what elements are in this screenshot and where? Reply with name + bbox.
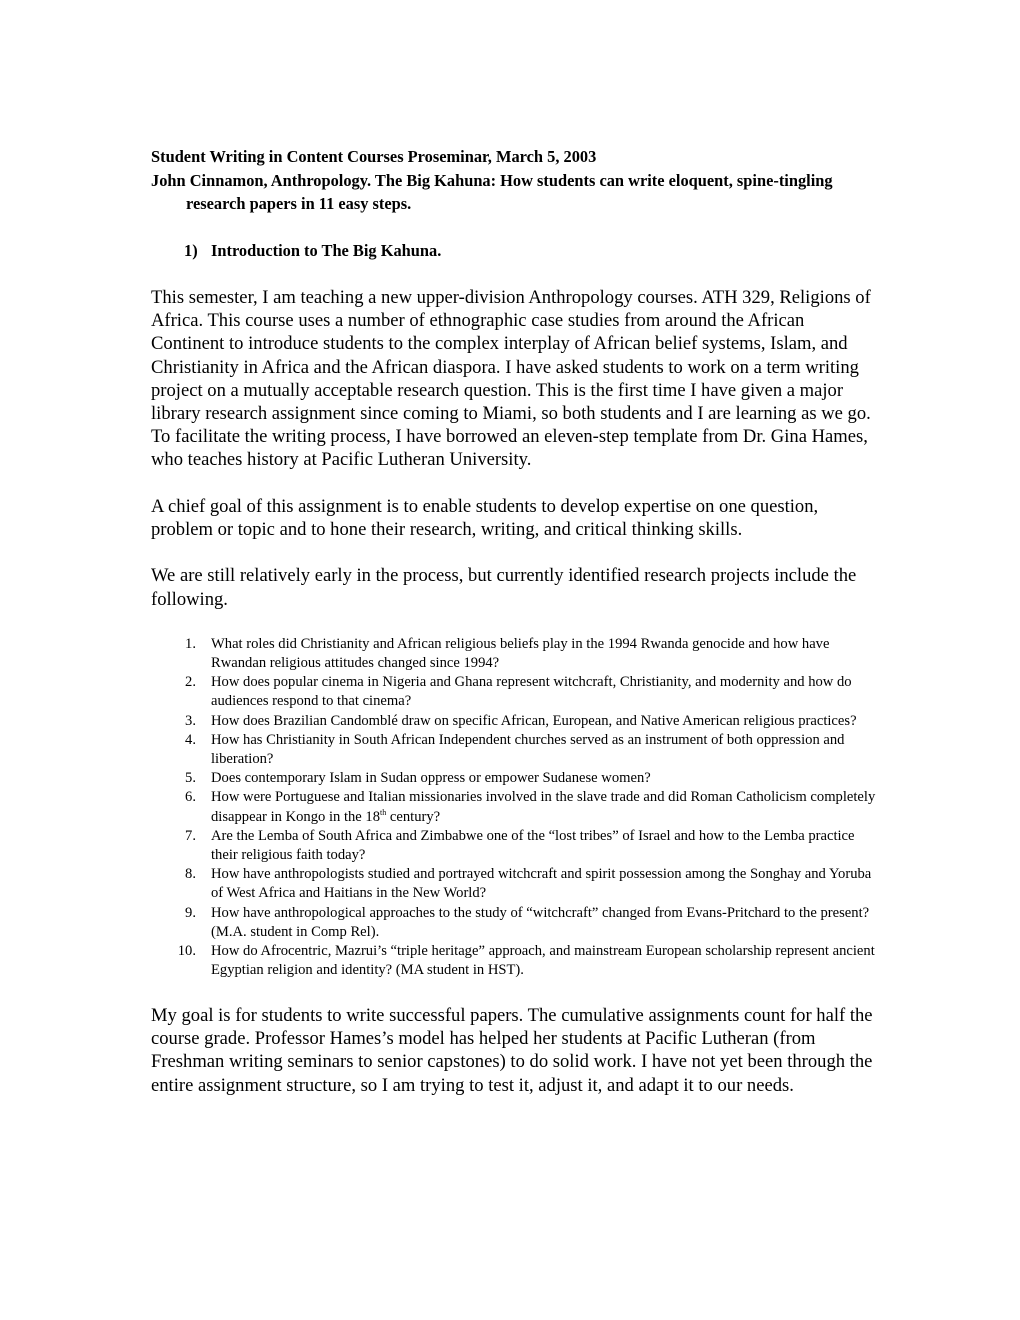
section-title: Introduction to The Big Kahuna. [211, 241, 442, 260]
list-item-text: How have anthropologists studied and portrayed witchcraft and spirit possession among the Songhay and Yoruba of West Africa and Haitians in the New World? [211, 866, 872, 902]
ordinal-superscript: th [380, 807, 387, 817]
list-item-number: 4. [185, 731, 196, 748]
list-item [151, 904, 876, 942]
list-item-text: How were Portuguese and Italian missionaries involved in the slave trade and did Roman Catholicism completely disappear in Kongo in the 18 [211, 789, 876, 825]
research-questions-list [151, 635, 876, 981]
author-subtitle: John Cinnamon, Anthropology. The Big Kahuna: How students can write eloquent, spine-tingling research papers in 11 easy steps. [151, 170, 833, 213]
list-item-text: How does popular cinema in Nigeria and Ghana represent witchcraft, Christianity, and modernity and how do audiences respond to that cinema? [211, 674, 852, 710]
list-item-number: 6. [185, 789, 196, 806]
list-item [151, 942, 876, 980]
list-item [151, 731, 876, 769]
document-page [151, 145, 876, 1097]
goal-paragraph: A chief goal of this assignment is to enable students to develop expertise on one question, problem or topic and to hone their research, writing, and critical thinking skills. [151, 495, 819, 541]
intro-paragraph: This semester, I am teaching a new upper-division Anthropology courses. ATH 329, Religions of Africa. This course uses a number of ethnographic case studies from around the African Continent to introduce students to the complex interplay of African belief systems, Islam, and Christianity in Africa and the African diaspora. I have asked students to work on a term writing project on a mutually acceptable research question. This is the first time I have given a major library research assignment since coming to Miami, so both students and I are learning as we go. To facilitate the writing process, I have borrowed an eleven-step template from Dr. Gina Hames, who teaches history at Pacific Lutheran University. [151, 287, 871, 471]
list-item-number: 8. [185, 866, 196, 883]
list-item [151, 788, 876, 826]
section-number: 1) [184, 241, 198, 260]
list-item-text: How has Christianity in South African Independent churches served as an instrument of both oppression and liberation? [211, 731, 845, 768]
projects-paragraph: We are still relatively early in the process, but currently identified research projects include the following. [151, 565, 857, 610]
list-item [151, 865, 876, 903]
section-heading [151, 239, 876, 263]
list-item [151, 712, 876, 731]
list-item-text: How have anthropological approaches to the study of “witchcraft” changed from Evans-Pritchard to the present? (M.A. student in Comp Rel). [211, 904, 870, 940]
list-item-number: 1. [185, 635, 196, 652]
list-item-number: 7. [185, 827, 196, 844]
list-item-number: 10. [177, 943, 196, 960]
list-item-text: How do Afrocentric, Mazrui’s “triple heritage” approach, and mainstream European scholarship represent ancient Egyptian religion and identity? (MA student in HST). [211, 943, 875, 979]
list-item-text: How does Brazilian Candomblé draw on specific African, European, and Native American religious practices? [211, 712, 857, 729]
document-title: Student Writing in Content Courses Proseminar, March 5, 2003 [151, 147, 597, 166]
list-item [151, 827, 876, 865]
list-item-text: Are the Lemba of South Africa and Zimbabwe one of the “lost tribes” of Israel and how to the Lemba practice their religious faith today? [211, 827, 855, 864]
list-item [151, 769, 876, 788]
list-item [151, 673, 876, 711]
list-item-text-end: century? [386, 808, 441, 825]
list-item-number: 9. [185, 904, 196, 921]
closing-paragraph: My goal is for students to write successful papers. The cumulative assignments count for half the course grade. Professor Hames’s model has helped her students at Pacific Lutheran (from Freshman writing seminars to senior capstones) to do solid work. I have not yet been through the entire assignment structure, so I am trying to test it, adjust it, and adapt it to our needs. [151, 1004, 873, 1096]
list-item-number: 3. [185, 712, 196, 729]
list-item-number: 5. [185, 770, 196, 787]
list-item-number: 2. [185, 674, 196, 691]
list-item [151, 635, 876, 673]
list-item-text: What roles did Christianity and African religious beliefs play in the 1994 Rwanda genocide and how have Rwandan religious attitudes changed since 1994? [211, 635, 830, 672]
list-item-text: Does contemporary Islam in Sudan oppress or empower Sudanese women? [211, 770, 651, 787]
